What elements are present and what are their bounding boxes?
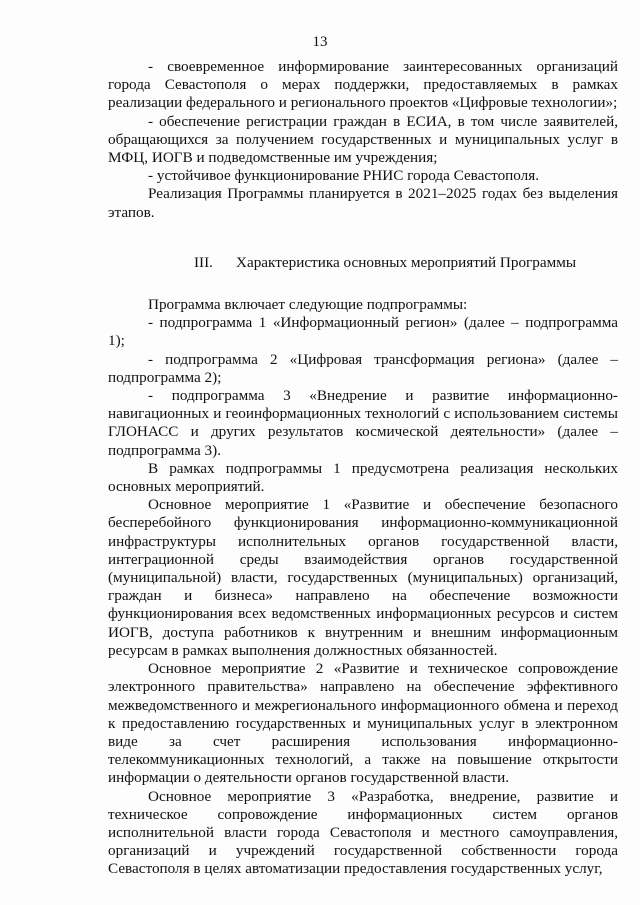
bullet-paragraph: - обеспечение регистрации граждан в ЕСИА, в том числе заявителей, обращающихся за получением государственных и муниципальных услуг в МФЦ, ИОГВ и подведомственные им учреждения;	[108, 112, 618, 167]
body-paragraph: Основное мероприятие 2 «Развитие и техническое сопровождение электронного правительства» направлено на обеспечение эффективного межведомственного и межрегионального информационного обмена и переход к предоставлению государственных и муниципальных услуг в электронном виде за счет расширения использования информационно-телекоммуникационных технологий, а также на повышение открытости информации о деятельности органов государственной власти.	[108, 660, 618, 787]
body-paragraph: Основное мероприятие 1 «Развитие и обеспечение безопасного бесперебойного функционирования информационно-коммуникационной инфраструктуры исполнительных органов государственной власти, интеграционной среды взаимодействия органов государственной (муниципальной) власти, государственных (муниципальных) организаций, граждан и бизнеса» направлено на обеспечение возможности функционирования всех ведомственных информационных ресурсов и систем ИОГВ, доступа работников к внутренним и внешним информационным ресурсам в рамках выполнения должностных обязанностей.	[108, 496, 618, 659]
body-paragraph: В рамках подпрограммы 1 предусмотрена реализация нескольких основных мероприятий.	[108, 459, 618, 496]
section-number: III.	[194, 253, 213, 271]
section-heading	[108, 254, 618, 272]
bullet-paragraph: - подпрограмма 3 «Внедрение и развитие информационно-навигационных и геоинформационных технологий с использованием системы ГЛОНАСС и других результатов космической деятельности» (далее – подпрограмма 3).	[108, 387, 618, 459]
bullet-paragraph: - подпрограмма 2 «Цифровая трансформация региона» (далее – подпрограмма 2);	[108, 350, 618, 386]
bullet-paragraph: - своевременное информирование заинтересованных организаций города Севастополя о мерах поддержки, предоставляемых в рамках реализации федерального и регионального проектов «Цифровые технологии»;	[108, 58, 618, 112]
body-paragraph: Основное мероприятие 3 «Разработка, внедрение, развитие и техническое сопровождение информационных систем органов исполнительной власти города Севастополя и местного самоуправления, организаций и учреждений государственной собственности города Севастополя в целях автоматизации предоставления государственных услуг,	[108, 787, 618, 878]
section-title: Характеристика основных мероприятий Программы	[236, 253, 577, 271]
body-paragraph: Программа включает следующие подпрограммы:	[148, 296, 468, 314]
document-body	[108, 58, 618, 879]
bullet-paragraph: - подпрограмма 1 «Информационный регион» (далее – подпрограмма 1);	[108, 314, 618, 350]
bullet-paragraph: - устойчивое функционирование РНИС города Севастополя.	[148, 167, 540, 185]
body-paragraph: Реализация Программы планируется в 2021–2025 годах без выделения этапов.	[108, 185, 618, 221]
page-number: 13	[312, 34, 328, 50]
